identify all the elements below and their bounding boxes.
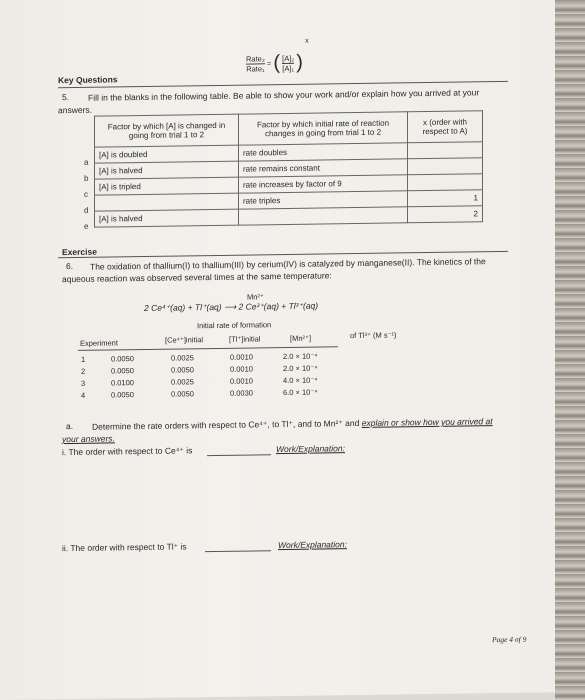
question-6-text: The oxidation of thallium(I) to thallium(III) by cerium(IV) is catalyzed by manganese(II). The kinetics of the aqueous reaction was observed several times at the same temperature: [62, 256, 486, 285]
col-header-order: x (order with respect to A) [408, 111, 483, 143]
ce-value: 0.0050 [111, 390, 134, 400]
col-mn: [Mn²⁺] [290, 333, 312, 343]
mn-value: 0.0030 [230, 388, 253, 398]
data-row [78, 351, 338, 403]
factor-cell: [A] is tripled [95, 177, 239, 195]
exponent-x: x [305, 37, 309, 45]
mn-value: 0.0010 [230, 364, 253, 374]
answer-blank-ii[interactable] [205, 550, 271, 552]
table-row [78, 387, 338, 403]
part-ii-label: ii. The order with respect to Tl⁺ is [62, 541, 187, 554]
order-cell [408, 142, 483, 159]
spiral-binding [555, 0, 585, 700]
col-tl: [Tl⁺]initial [229, 334, 261, 344]
order-cell [408, 158, 483, 175]
ce-value: 0.0050 [111, 366, 134, 376]
catalyst-label: Mn²⁺ [247, 292, 264, 302]
rate-cell [239, 207, 408, 225]
rate-cell: rate doubles [239, 143, 408, 161]
rate-value: 6.0 × 10⁻⁴ [283, 387, 318, 398]
rate-header: Initial rate of formation [197, 320, 272, 331]
work-label-ii: Work/Explanation: [278, 539, 347, 551]
col-header-rate: Factor by which initial rate of reaction changes in going from trial 1 to 2 [239, 112, 408, 145]
factor-cell: [A] is halved [95, 161, 239, 179]
part-a-underlined: explain or show how you arrived at your answers. [62, 416, 493, 445]
col-ce: [Ce⁴⁺]initial [165, 335, 204, 345]
rate-cell: rate remains constant [239, 159, 408, 177]
rate-numerator: Rate₂ [246, 53, 265, 64]
mn-value: 0.0010 [230, 376, 253, 386]
part-a-prompt [62, 415, 508, 445]
order-table [94, 110, 483, 227]
key-questions-heading: Key Questions [58, 74, 118, 86]
rate-denominator: Rate₁ [246, 63, 265, 74]
page-number: Page 4 of 9 [492, 634, 527, 645]
rate-ratio-formula: Rate₂ Rate₁ = ( $\frac{\text{[A]₂}}{\text{[A]₁}}$ ) $^x$ [246, 37, 309, 74]
tl-value: 0.0025 [171, 377, 194, 387]
part-a-text: Determine the rate orders with respect to Ce⁴⁺, to Tl⁺, and to Mn²⁺ and [92, 417, 360, 432]
order-cell [408, 174, 483, 191]
ce-value: 0.0050 [111, 354, 134, 364]
order-cell: 1 [408, 190, 483, 207]
order-cell: 2 [408, 206, 483, 223]
factor-cell: [A] is halved [95, 209, 239, 227]
exp-number: 1 [81, 354, 86, 364]
part-i-label: i. The order with respect to Ce⁴⁺ is [62, 445, 193, 458]
answer-blank-i[interactable] [207, 454, 271, 456]
question-6-number: 6. [66, 260, 74, 272]
factor-cell: [A] is doubled [95, 145, 239, 163]
work-label-i: Work/Explanation: [276, 443, 345, 455]
rate-units: of Tl³⁺ (M s⁻¹) [350, 330, 397, 341]
row-letter-d: d [84, 205, 89, 215]
ce-value: 0.0100 [111, 378, 134, 388]
row-letter-a: a [84, 157, 89, 167]
conc-denominator: [A]₁ [282, 63, 294, 73]
row-letter-c: c [84, 189, 88, 199]
rate-cell: rate increases by factor of 9 [239, 175, 408, 193]
tl-value: 0.0050 [171, 365, 194, 375]
tl-value: 0.0050 [171, 389, 194, 399]
question-5-number: 5. [62, 92, 70, 103]
conc-numerator: [A]₂ [282, 53, 295, 63]
exp-number: 4 [81, 390, 86, 400]
row-letter-e: e [84, 221, 89, 231]
row-letter-b: b [84, 173, 89, 183]
rate-value: 2.0 × 10⁻⁴ [283, 363, 318, 374]
part-a-letter: a. [66, 420, 74, 432]
question-5-text: Fill in the blanks in the following table. Be able to show your work and/or explain how you arrived at your answers. [58, 87, 480, 116]
col-experiment: Experiment [80, 338, 118, 348]
rate-value: 4.0 × 10⁻⁴ [283, 375, 318, 386]
mn-value: 0.0010 [230, 352, 253, 362]
exercise-heading: Exercise [62, 246, 97, 258]
rate-cell: rate triples [239, 191, 408, 209]
tl-value: 0.0025 [171, 353, 194, 363]
exp-number: 2 [81, 366, 86, 376]
col-header-factor: Factor by which [A] is changed in going from trial 1 to 2 [95, 114, 239, 147]
reaction-equation: 2 Ce⁴⁺(aq) + Tl⁺(aq) ⟶ 2 Ce³⁺(aq) + Tl³⁺(aq) [144, 300, 319, 313]
rate-value: 2.0 × 10⁻⁴ [283, 351, 318, 362]
exp-number: 3 [81, 378, 86, 388]
